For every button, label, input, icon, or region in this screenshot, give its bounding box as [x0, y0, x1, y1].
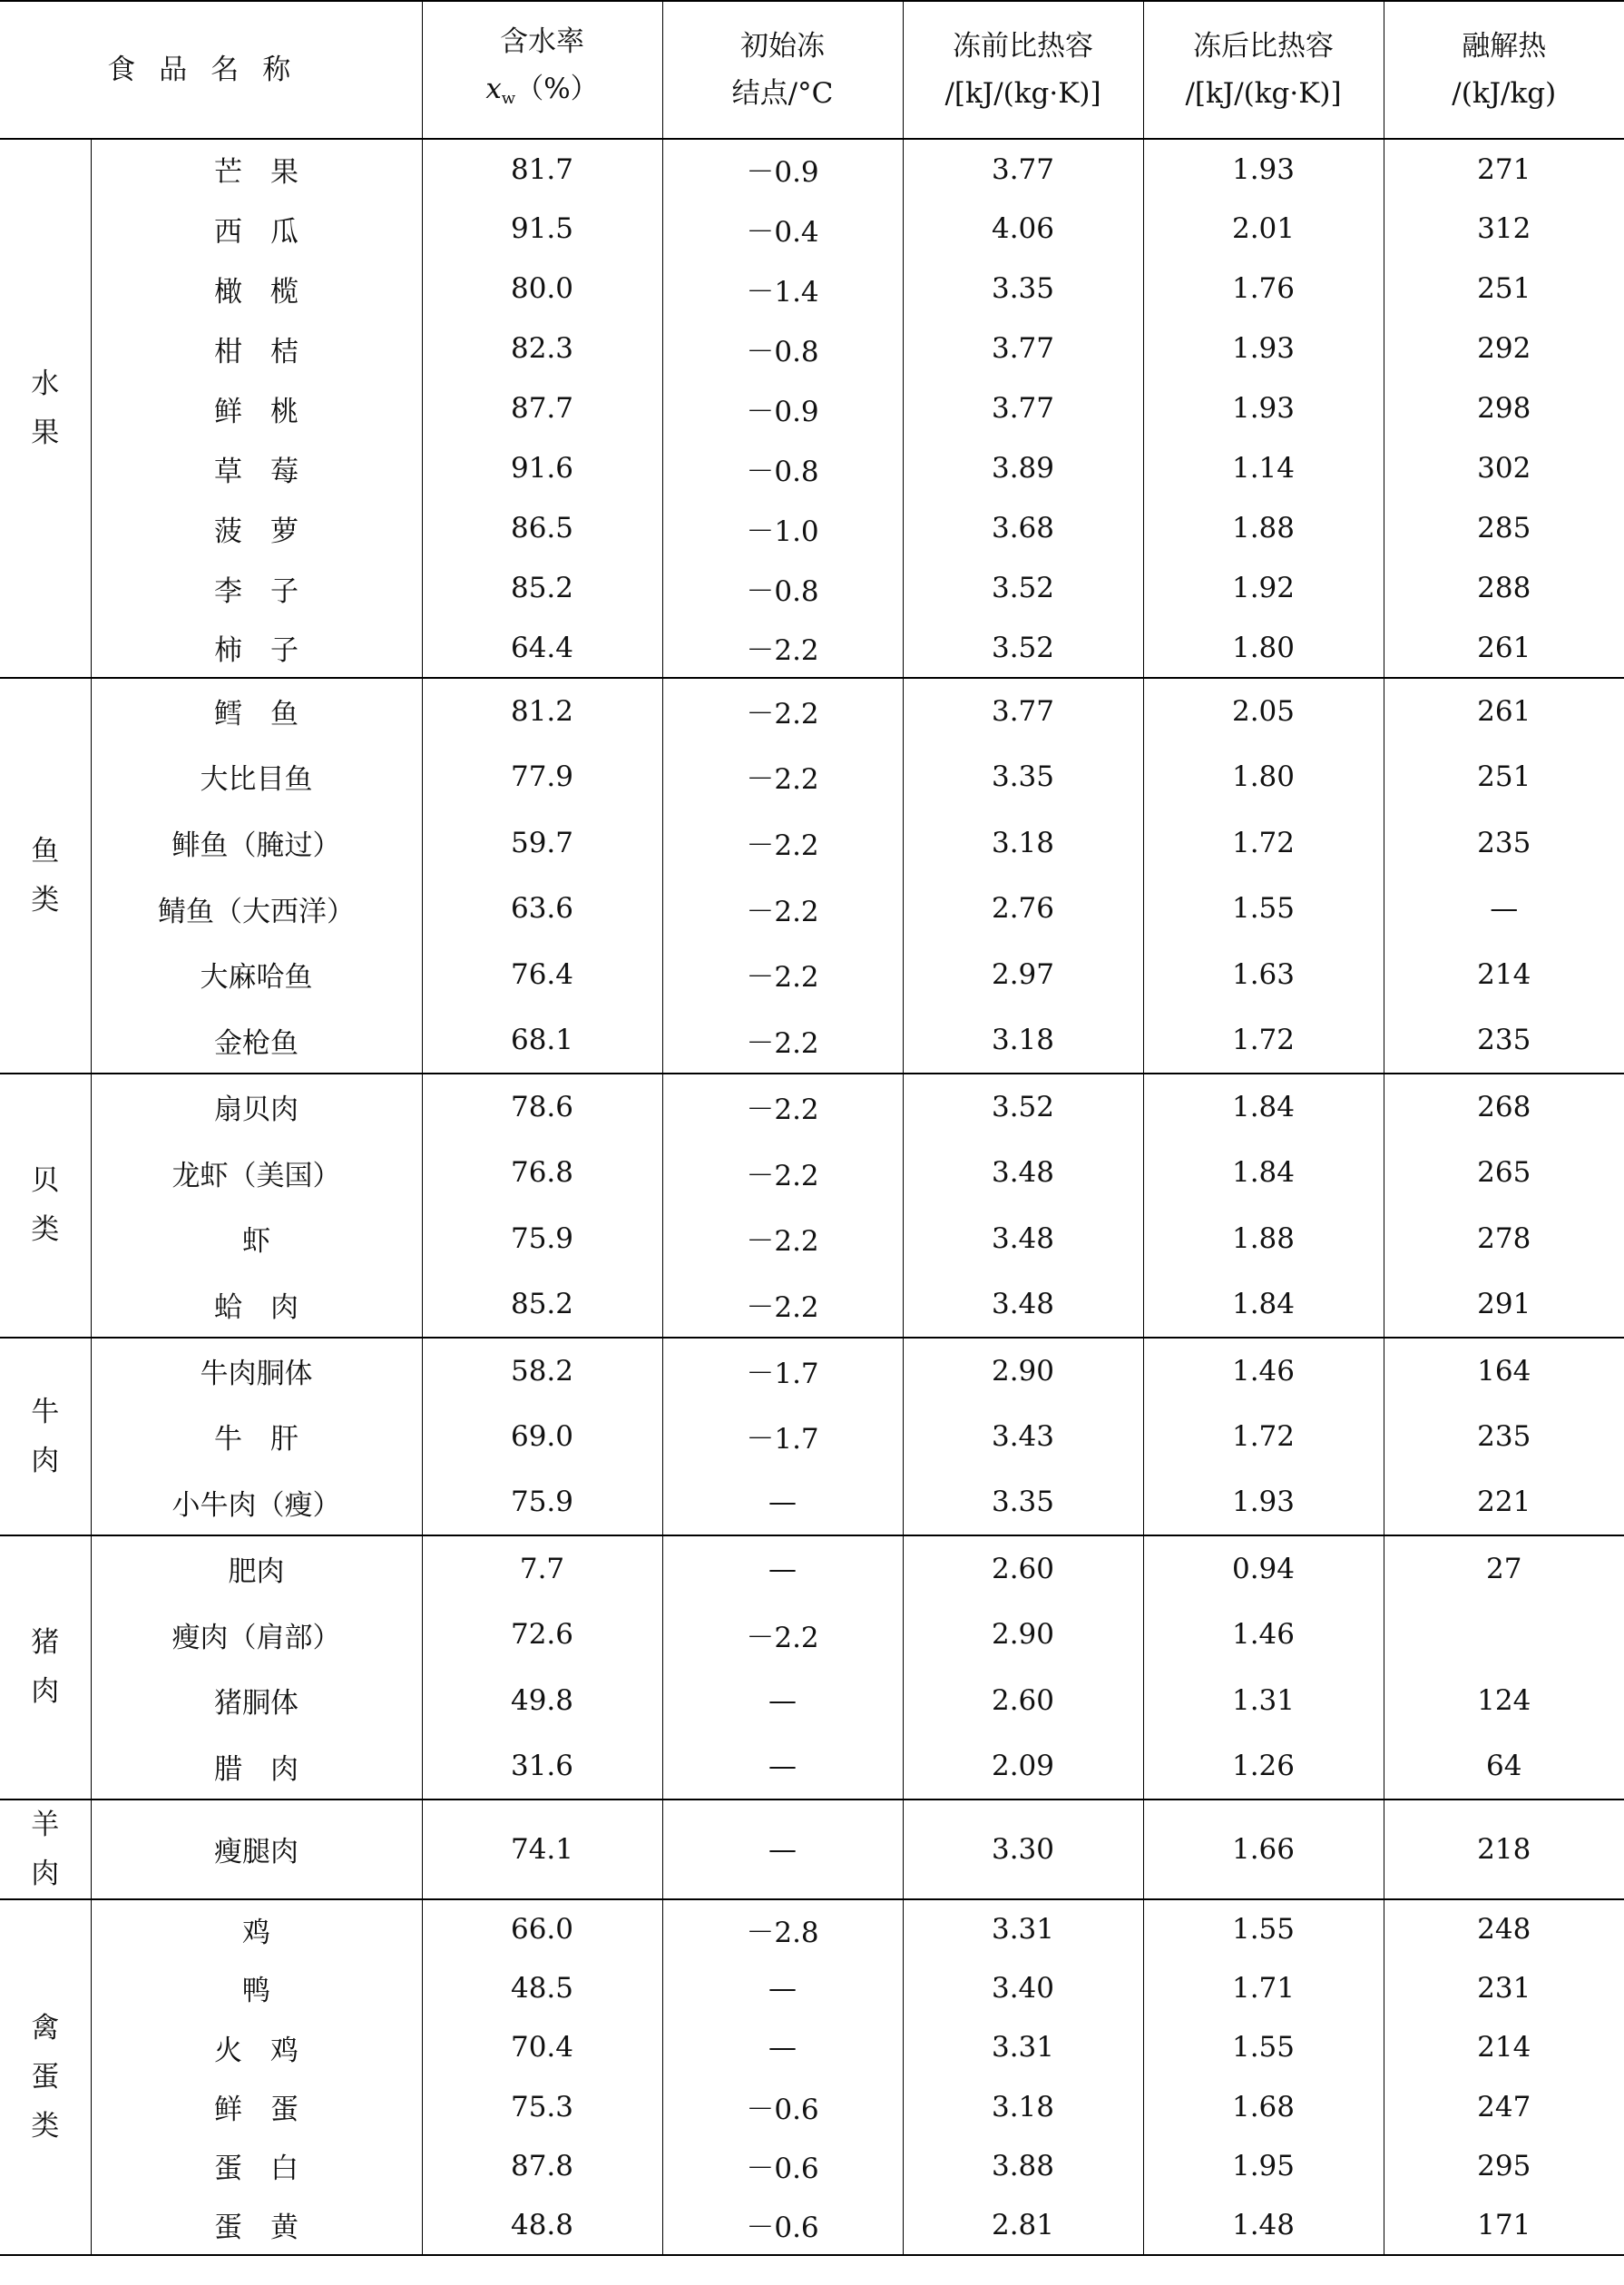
freeze-cell: －2.2	[662, 1271, 903, 1338]
cp2-cell: 2.05	[1143, 678, 1384, 744]
freeze-cell: －1.7	[662, 1404, 903, 1470]
table-row	[0, 744, 1624, 810]
table-row	[0, 1205, 1624, 1271]
category-label: 水果	[31, 368, 60, 449]
food-name-cell: 蛋 黄	[91, 2196, 422, 2255]
cp2-cell: 1.80	[1143, 744, 1384, 810]
water-cell: 82.3	[422, 319, 662, 378]
table-row	[0, 1271, 1624, 1338]
cp1-cell: 4.06	[903, 199, 1143, 259]
food-name-cell: 猪胴体	[91, 1667, 422, 1733]
cp2-cell: 1.84	[1143, 1140, 1384, 1206]
food-name-cell: 柑 桔	[91, 319, 422, 378]
food-name-cell: 橄 榄	[91, 259, 422, 319]
category-cell	[0, 139, 91, 678]
header-water-content	[422, 1, 662, 139]
header-latent-heat	[1384, 1, 1624, 139]
water-cell: 81.7	[422, 139, 662, 199]
heat-cell: 27	[1384, 1535, 1624, 1602]
freeze-cell: —	[662, 2018, 903, 2077]
cp1-cell: 3.18	[903, 2077, 1143, 2136]
cp2-cell: 1.72	[1143, 1404, 1384, 1470]
cp1-cell: 3.52	[903, 558, 1143, 618]
food-name-cell: 西 瓜	[91, 199, 422, 259]
water-cell: 85.2	[422, 558, 662, 618]
water-cell: 78.6	[422, 1074, 662, 1140]
heat-cell: 235	[1384, 809, 1624, 876]
cp2-cell: 1.93	[1143, 319, 1384, 378]
food-name-cell: 瘦腿肉	[91, 1800, 422, 1899]
heat-cell: 268	[1384, 1074, 1624, 1140]
water-cell: 86.5	[422, 498, 662, 558]
cp1-cell: 3.18	[903, 1007, 1143, 1074]
table-row	[0, 942, 1624, 1008]
water-cell: 74.1	[422, 1800, 662, 1899]
heat-cell: 171	[1384, 2196, 1624, 2255]
heat-cell: 124	[1384, 1667, 1624, 1733]
cp2-cell: 1.72	[1143, 809, 1384, 876]
food-name-cell: 芒 果	[91, 139, 422, 199]
freeze-cell: －1.4	[662, 259, 903, 319]
cp1-cell: 3.31	[903, 1899, 1143, 1958]
water-cell: 68.1	[422, 1007, 662, 1074]
cp2-cell: 0.94	[1143, 1535, 1384, 1602]
table-row	[0, 1074, 1624, 1140]
cp1-cell: 3.48	[903, 1140, 1143, 1206]
heat-cell: 221	[1384, 1469, 1624, 1535]
water-cell: 85.2	[422, 1271, 662, 1338]
freeze-cell: －0.6	[662, 2196, 903, 2255]
heat-cell: 261	[1384, 678, 1624, 744]
freeze-cell: －0.6	[662, 2077, 903, 2136]
water-cell: 77.9	[422, 744, 662, 810]
food-name-cell: 瘦肉（肩部）	[91, 1602, 422, 1668]
header-cp-before-line1: 冻前比热容	[953, 30, 1093, 63]
food-name-cell: 大麻哈鱼	[91, 942, 422, 1008]
freeze-cell: －2.2	[662, 876, 903, 942]
food-name-cell: 蛤 肉	[91, 1271, 422, 1338]
category-cell	[0, 1535, 91, 1800]
food-name-cell: 鲜 桃	[91, 378, 422, 438]
cp2-cell: 1.84	[1143, 1074, 1384, 1140]
category-cell	[0, 1074, 91, 1338]
cp1-cell: 3.68	[903, 498, 1143, 558]
table-row	[0, 1469, 1624, 1535]
cp2-cell: 1.31	[1143, 1667, 1384, 1733]
cp2-cell: 1.72	[1143, 1007, 1384, 1074]
cp1-cell: 3.30	[903, 1800, 1143, 1899]
food-name-cell: 火 鸡	[91, 2018, 422, 2077]
freeze-cell: －2.2	[662, 1007, 903, 1074]
table-row	[0, 1535, 1624, 1602]
category-cell	[0, 1338, 91, 1535]
food-name-cell: 牛肉胴体	[91, 1338, 422, 1404]
freeze-cell: —	[662, 1535, 903, 1602]
cp2-cell: 1.63	[1143, 942, 1384, 1008]
water-cell: 70.4	[422, 2018, 662, 2077]
header-latent-line1: 融解热	[1462, 30, 1547, 63]
cp2-cell: 1.14	[1143, 438, 1384, 498]
water-cell: 87.7	[422, 378, 662, 438]
cp1-cell: 3.43	[903, 1404, 1143, 1470]
cp2-cell: 1.46	[1143, 1602, 1384, 1668]
heat-cell: —	[1384, 876, 1624, 942]
freeze-cell: －2.2	[662, 678, 903, 744]
table-row	[0, 1800, 1624, 1899]
table-row	[0, 498, 1624, 558]
heat-cell: 312	[1384, 199, 1624, 259]
category-label: 贝类	[31, 1164, 60, 1247]
heat-cell: 235	[1384, 1404, 1624, 1470]
cp2-cell: 1.55	[1143, 876, 1384, 942]
header-latent-line2: /(kJ/kg)	[1452, 77, 1557, 110]
heat-cell: 214	[1384, 2018, 1624, 2077]
freeze-cell: －2.8	[662, 1899, 903, 1958]
heat-cell: 302	[1384, 438, 1624, 498]
cp1-cell: 3.89	[903, 438, 1143, 498]
freeze-cell: －0.4	[662, 199, 903, 259]
freeze-cell: —	[662, 1469, 903, 1535]
cp1-cell: 3.40	[903, 1958, 1143, 2017]
table-row	[0, 199, 1624, 259]
heat-cell: 235	[1384, 1007, 1624, 1074]
water-cell: 87.8	[422, 2136, 662, 2195]
heat-cell: 251	[1384, 744, 1624, 810]
heat-cell: 231	[1384, 1958, 1624, 2017]
food-name-cell: 蛋 白	[91, 2136, 422, 2195]
food-name-cell: 腊 肉	[91, 1733, 422, 1800]
table-row	[0, 678, 1624, 744]
table-row	[0, 1404, 1624, 1470]
cp2-cell: 1.88	[1143, 498, 1384, 558]
food-name-cell: 鳕 鱼	[91, 678, 422, 744]
table-row	[0, 1667, 1624, 1733]
water-cell: 63.6	[422, 876, 662, 942]
food-name-cell: 柿 子	[91, 618, 422, 678]
cp2-cell: 1.48	[1143, 2196, 1384, 2255]
cp2-cell: 1.93	[1143, 139, 1384, 199]
category-label: 猪肉	[31, 1626, 60, 1709]
category-label: 羊肉	[31, 1808, 60, 1890]
cp1-cell: 3.77	[903, 378, 1143, 438]
heat-cell: 164	[1384, 1338, 1624, 1404]
food-name-cell: 菠 萝	[91, 498, 422, 558]
freeze-cell: －0.9	[662, 378, 903, 438]
water-cell: 31.6	[422, 1733, 662, 1800]
heat-cell: 288	[1384, 558, 1624, 618]
freeze-cell: －2.2	[662, 744, 903, 810]
header-cp-before-line2: /[kJ/(kg·K)]	[944, 77, 1101, 110]
cp2-cell: 1.84	[1143, 1271, 1384, 1338]
freeze-cell: －0.6	[662, 2136, 903, 2195]
table-row	[0, 809, 1624, 876]
header-water-var: xw	[485, 72, 516, 108]
cp1-cell: 3.31	[903, 2018, 1143, 2077]
category-cell	[0, 1899, 91, 2255]
freeze-cell: －1.0	[662, 498, 903, 558]
water-cell: 7.7	[422, 1535, 662, 1602]
table-header	[0, 1, 1624, 139]
cp1-cell: 3.48	[903, 1205, 1143, 1271]
freeze-cell: —	[662, 1800, 903, 1899]
water-cell: 76.8	[422, 1140, 662, 1206]
freeze-cell: －0.8	[662, 319, 903, 378]
table-row	[0, 1007, 1624, 1074]
food-name-cell: 龙虾（美国）	[91, 1140, 422, 1206]
header-food-name: 食品名称	[0, 1, 422, 139]
freeze-cell: －2.2	[662, 1140, 903, 1206]
food-name-cell: 金枪鱼	[91, 1007, 422, 1074]
heat-cell: 64	[1384, 1733, 1624, 1800]
table-row	[0, 1602, 1624, 1668]
heat-cell: 265	[1384, 1140, 1624, 1206]
cp1-cell: 3.52	[903, 1074, 1143, 1140]
food-name-cell: 鲭鱼（大西洋）	[91, 876, 422, 942]
table-row	[0, 319, 1624, 378]
cp1-cell: 3.48	[903, 1271, 1143, 1338]
heat-cell: 261	[1384, 618, 1624, 678]
food-name-cell: 小牛肉（瘦）	[91, 1469, 422, 1535]
cp1-cell: 2.81	[903, 2196, 1143, 2255]
table-row	[0, 1140, 1624, 1206]
cp2-cell: 1.71	[1143, 1958, 1384, 2017]
water-cell: 91.5	[422, 199, 662, 259]
cp1-cell: 3.18	[903, 809, 1143, 876]
water-cell: 48.5	[422, 1958, 662, 2017]
freeze-cell: －0.8	[662, 438, 903, 498]
cp2-cell: 1.66	[1143, 1800, 1384, 1899]
header-freeze-line1: 初始冻	[740, 30, 825, 63]
header-cp-after-line1: 冻后比热容	[1193, 30, 1334, 63]
table-row	[0, 438, 1624, 498]
water-cell: 75.9	[422, 1205, 662, 1271]
food-name-cell: 鸭	[91, 1958, 422, 2017]
category-cell	[0, 678, 91, 1074]
freeze-cell: －2.2	[662, 618, 903, 678]
cp1-cell: 2.90	[903, 1338, 1143, 1404]
water-cell: 81.2	[422, 678, 662, 744]
category-label: 鱼类	[31, 834, 60, 917]
freeze-cell: －0.8	[662, 558, 903, 618]
freeze-cell: －0.9	[662, 139, 903, 199]
cp2-cell: 1.92	[1143, 558, 1384, 618]
table-row	[0, 618, 1624, 678]
category-cell	[0, 1800, 91, 1899]
cp2-cell: 1.26	[1143, 1733, 1384, 1800]
cp1-cell: 2.97	[903, 942, 1143, 1008]
heat-cell: 218	[1384, 1800, 1624, 1899]
cp2-cell: 1.68	[1143, 2077, 1384, 2136]
cp1-cell: 3.35	[903, 1469, 1143, 1535]
water-cell: 49.8	[422, 1667, 662, 1733]
cp2-cell: 1.46	[1143, 1338, 1384, 1404]
water-cell: 91.6	[422, 438, 662, 498]
table-row	[0, 1733, 1624, 1800]
cp1-cell: 2.76	[903, 876, 1143, 942]
cp2-cell: 1.55	[1143, 2018, 1384, 2077]
cp2-cell: 1.76	[1143, 259, 1384, 319]
freeze-cell: —	[662, 1958, 903, 2017]
freeze-cell: －1.7	[662, 1338, 903, 1404]
food-name-cell: 肥肉	[91, 1535, 422, 1602]
header-cp-before	[903, 1, 1143, 139]
heat-cell: 298	[1384, 378, 1624, 438]
water-cell: 59.7	[422, 809, 662, 876]
heat-cell: 247	[1384, 2077, 1624, 2136]
table-row	[0, 1899, 1624, 1958]
cp1-cell: 2.60	[903, 1535, 1143, 1602]
header-cp-after-line2: /[kJ/(kg·K)]	[1185, 77, 1342, 110]
food-name-cell: 大比目鱼	[91, 744, 422, 810]
heat-cell: 285	[1384, 498, 1624, 558]
header-row	[0, 1, 1624, 139]
water-cell: 69.0	[422, 1404, 662, 1470]
cp1-cell: 2.09	[903, 1733, 1143, 1800]
water-cell: 80.0	[422, 259, 662, 319]
table-row	[0, 378, 1624, 438]
table-row	[0, 2136, 1624, 2195]
freeze-cell: －2.2	[662, 1074, 903, 1140]
cp2-cell: 1.55	[1143, 1899, 1384, 1958]
heat-cell: 292	[1384, 319, 1624, 378]
food-name-cell: 鸡	[91, 1899, 422, 1958]
food-name-cell: 草 莓	[91, 438, 422, 498]
water-cell: 48.8	[422, 2196, 662, 2255]
food-name-cell: 牛 肝	[91, 1404, 422, 1470]
cp2-cell: 1.93	[1143, 1469, 1384, 1535]
table-row	[0, 558, 1624, 618]
heat-cell: 214	[1384, 942, 1624, 1008]
cp1-cell: 3.52	[903, 618, 1143, 678]
heat-cell: 291	[1384, 1271, 1624, 1338]
cp2-cell: 1.88	[1143, 1205, 1384, 1271]
table-row	[0, 2018, 1624, 2077]
cp2-cell: 1.80	[1143, 618, 1384, 678]
cp1-cell: 2.60	[903, 1667, 1143, 1733]
cp2-cell: 2.01	[1143, 199, 1384, 259]
cp1-cell: 3.77	[903, 319, 1143, 378]
table-row	[0, 139, 1624, 199]
cp1-cell: 3.35	[903, 259, 1143, 319]
cp1-cell: 2.90	[903, 1602, 1143, 1668]
cp1-cell: 3.77	[903, 678, 1143, 744]
food-name-cell: 李 子	[91, 558, 422, 618]
table-row	[0, 1958, 1624, 2017]
freeze-cell: —	[662, 1667, 903, 1733]
table-row	[0, 259, 1624, 319]
heat-cell: 295	[1384, 2136, 1624, 2195]
food-name-cell: 扇贝肉	[91, 1074, 422, 1140]
food-name-cell: 虾	[91, 1205, 422, 1271]
water-cell: 76.4	[422, 942, 662, 1008]
header-water-unit: （%）	[515, 72, 599, 105]
category-label: 禽蛋类	[31, 2011, 60, 2143]
heat-cell: 278	[1384, 1205, 1624, 1271]
table-row	[0, 2077, 1624, 2136]
table-body	[0, 139, 1624, 2255]
category-label: 牛肉	[31, 1395, 60, 1477]
heat-cell: 271	[1384, 139, 1624, 199]
heat-cell: 251	[1384, 259, 1624, 319]
header-water-symbol	[423, 65, 662, 123]
cp2-cell: 1.95	[1143, 2136, 1384, 2195]
cp1-cell: 3.88	[903, 2136, 1143, 2195]
table-row	[0, 876, 1624, 942]
water-cell: 66.0	[422, 1899, 662, 1958]
cp2-cell: 1.93	[1143, 378, 1384, 438]
freeze-cell: －2.2	[662, 1602, 903, 1668]
heat-cell: 248	[1384, 1899, 1624, 1958]
header-freeze-line2: 结点/°C	[731, 77, 834, 110]
cp1-cell: 3.77	[903, 139, 1143, 199]
water-cell: 75.3	[422, 2077, 662, 2136]
header-freezing-point	[662, 1, 903, 139]
freeze-cell: —	[662, 1733, 903, 1800]
freeze-cell: －2.2	[662, 809, 903, 876]
freeze-cell: －2.2	[662, 1205, 903, 1271]
food-name-cell: 鲱鱼（腌过）	[91, 809, 422, 876]
header-cp-after	[1143, 1, 1384, 139]
water-cell: 58.2	[422, 1338, 662, 1404]
food-name-cell: 鲜 蛋	[91, 2077, 422, 2136]
water-cell: 75.9	[422, 1469, 662, 1535]
water-cell: 72.6	[422, 1602, 662, 1668]
table-row	[0, 2196, 1624, 2255]
header-water-label: 含水率	[500, 25, 584, 58]
freeze-cell: －2.2	[662, 942, 903, 1008]
table-row	[0, 1338, 1624, 1404]
cp1-cell: 3.35	[903, 744, 1143, 810]
water-cell: 64.4	[422, 618, 662, 678]
heat-cell	[1384, 1602, 1624, 1668]
